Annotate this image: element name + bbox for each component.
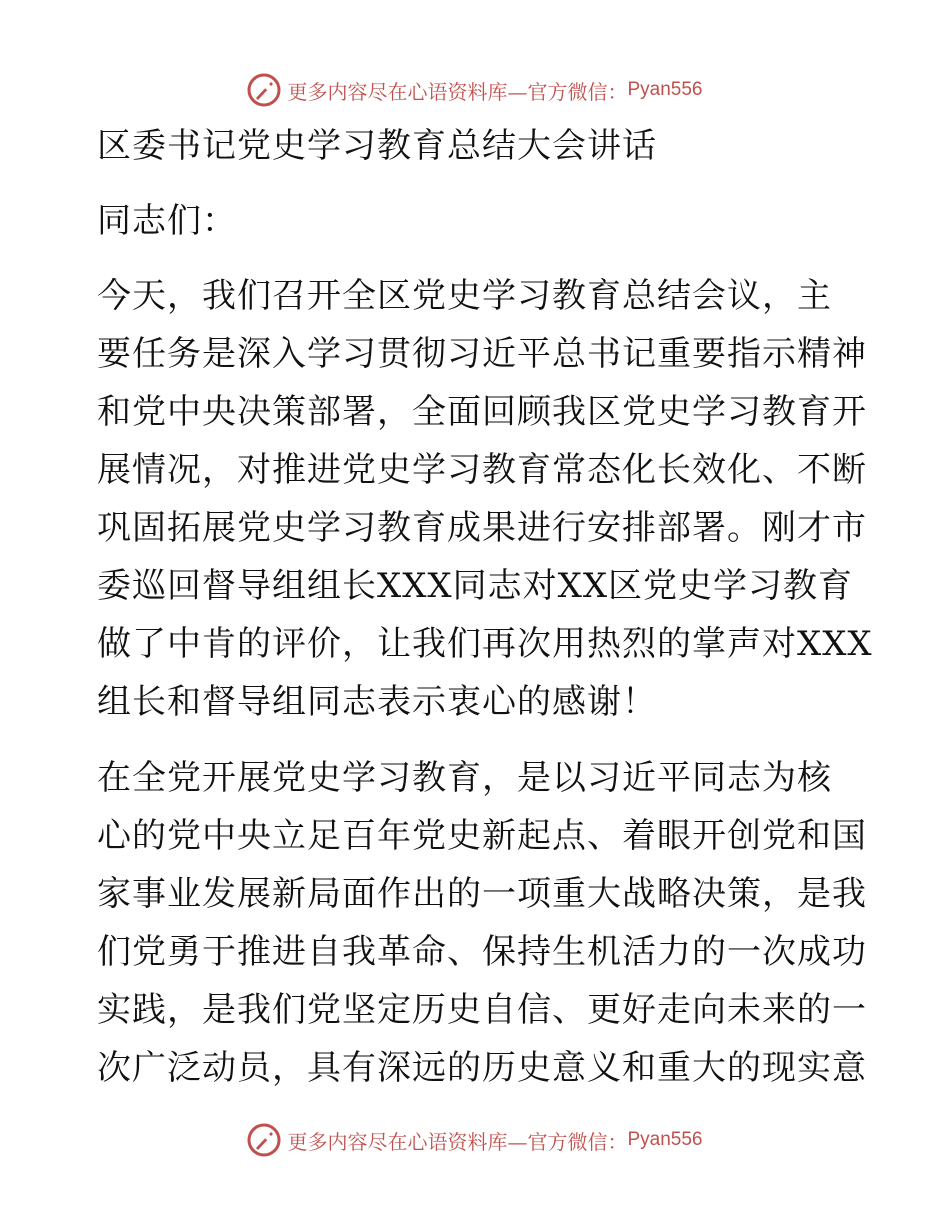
header-watermark-banner	[0, 70, 950, 110]
header-banner-text: 更多内容尽在心语资料库—官方微信：	[287, 79, 628, 104]
paragraph-line: 委巡回督导组组长XXX同志对XX区党史学习教育	[97, 566, 854, 606]
paragraph-line: 实践，是我们党坚定历史自信、更好走向未来的一	[97, 990, 867, 1030]
paragraph-line: 心的党中央立足百年党史新起点、着眼开创党和国	[97, 816, 867, 856]
quill-logo-icon	[247, 1123, 281, 1157]
salutation-line: 同志们：	[97, 201, 237, 241]
quill-logo-icon	[247, 73, 281, 107]
paragraph-line: 家事业发展新局面作出的一项重大战略决策，是我	[97, 874, 867, 914]
paragraph-line: 组长和督导组同志表示衷心的感谢！	[97, 682, 657, 722]
paragraph-line: 次广泛动员，具有深远的历史意义和重大的现实意	[97, 1048, 867, 1088]
footer-banner-handle: Pyan556	[627, 1129, 703, 1150]
paragraph-line: 今天，我们召开全区党史学习教育总结会议，主	[97, 276, 832, 316]
paragraph-1	[97, 267, 873, 731]
footer-watermark-banner	[0, 1120, 950, 1160]
paragraph-line: 做了中肯的评价，让我们再次用热烈的掌声对XXX	[97, 624, 873, 664]
paragraph-line: 在全党开展党史学习教育，是以习近平同志为核	[97, 758, 832, 798]
footer-banner-text: 更多内容尽在心语资料库—官方微信：	[287, 1129, 628, 1154]
salutation	[97, 192, 857, 250]
paragraph-2	[97, 749, 867, 1097]
document-title	[97, 117, 857, 175]
paragraph-line: 们党勇于推进自我革命、保持生机活力的一次成功	[97, 932, 867, 972]
paragraph-line: 巩固拓展党史学习教育成果进行安排部署。刚才市	[97, 508, 867, 548]
paragraph-line: 和党中央决策部署，全面回顾我区党史学习教育开	[97, 392, 867, 432]
header-banner-handle: Pyan556	[627, 79, 703, 100]
title-line: 区委书记党史学习教育总结大会讲话	[97, 126, 657, 166]
paragraph-line: 展情况，对推进党史学习教育常态化长效化、不断	[97, 450, 867, 490]
paragraph-line: 要任务是深入学习贯彻习近平总书记重要指示精神	[97, 334, 867, 374]
